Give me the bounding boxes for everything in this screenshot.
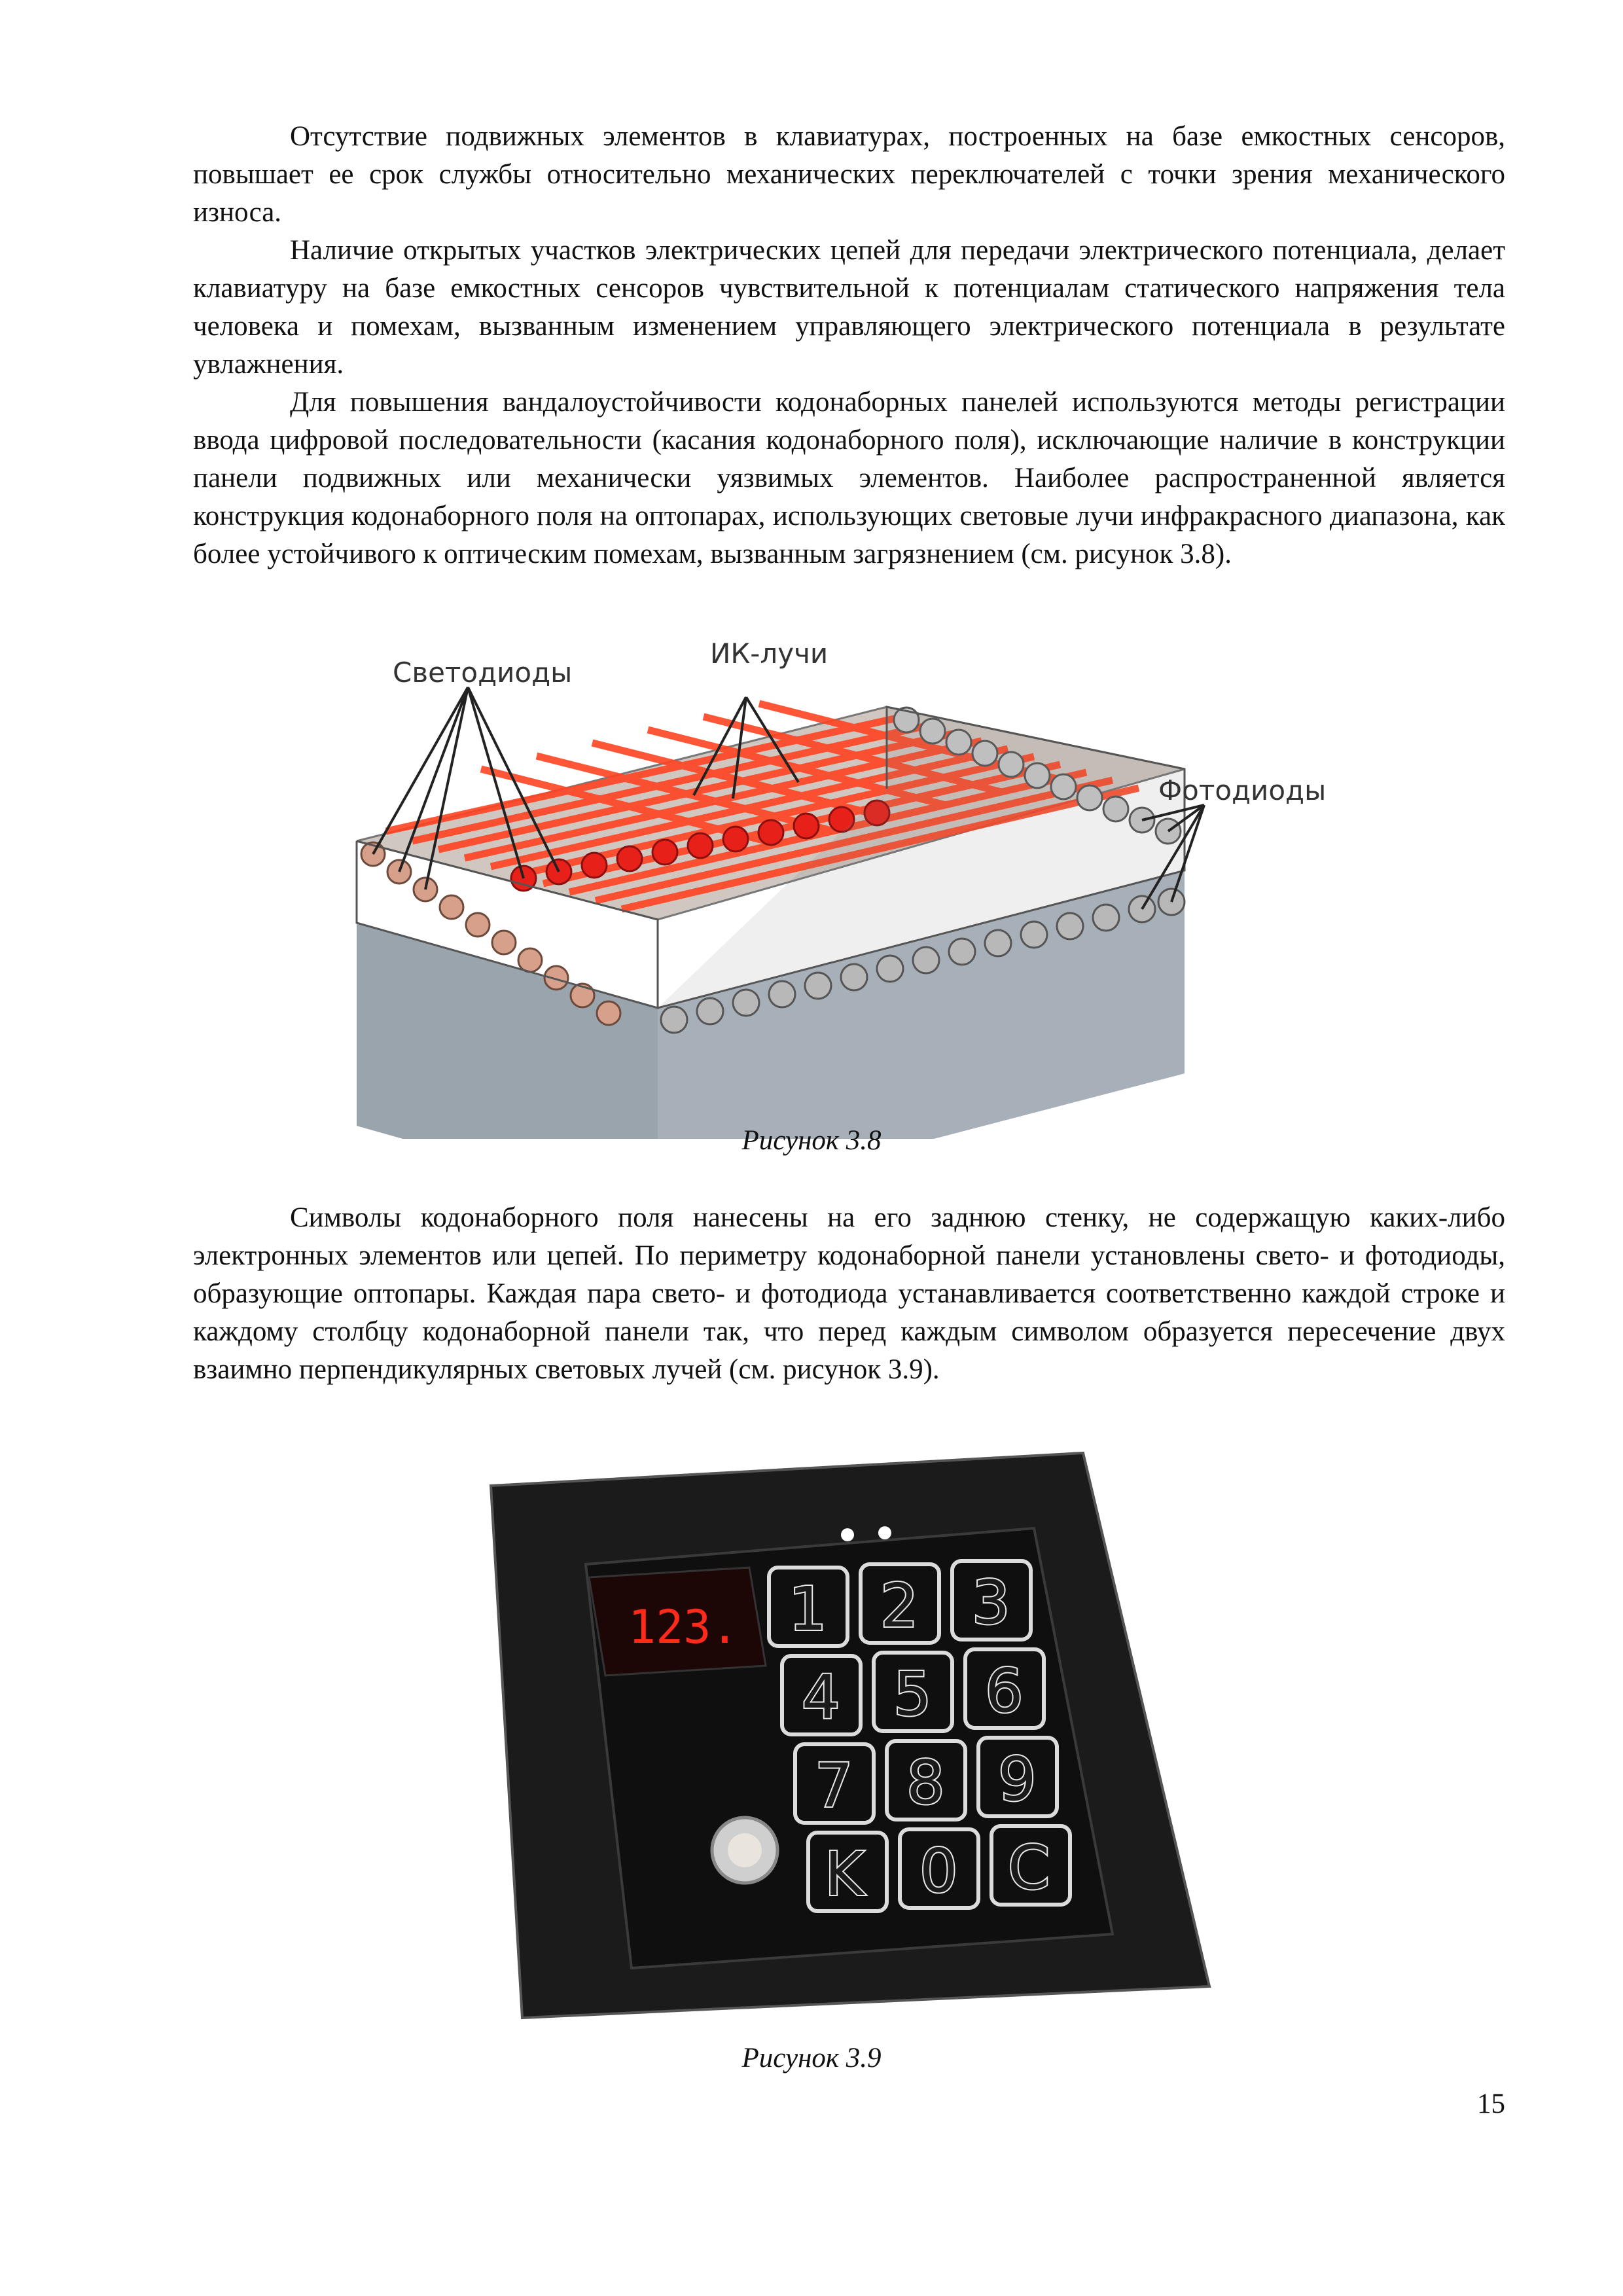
call-button-center: [728, 1833, 762, 1867]
key-label-1: 1: [789, 1574, 827, 1644]
key-label-8: 8: [906, 1748, 945, 1818]
key-label-0: 0: [919, 1836, 958, 1906]
key-label-2: 2: [880, 1571, 919, 1641]
panel-base-front-left: [357, 923, 658, 1139]
figure-ir-grid-diagram: [327, 628, 1348, 1139]
paragraph-2: Наличие открытых участков электрических цепей для передачи электрического потенциала, делает клавиатуру на базе емкостных сенсоров чувствительной к потенциалам статического напряжения тела человека и помехам, вызванным изменением управляющего электрического потенциала в результате увлажнения.: [193, 235, 1505, 380]
key-label-6: 6: [985, 1656, 1024, 1726]
paragraph-3: Для повышения вандалоустойчивости кодонаборных панелей используются методы регистрации ввода цифровой последовательности (касания кодонаборного поля), исключающие наличие в конструкции панели подвижных или механически уязвимых элементов. Наиболее распространенной является конструкция кодонаборного поля на оптопарах, использующих световые лучи инфракрасного диапазона, как более устойчивого к оптическим помехам, вызванным загрязнением (см. рисунок 3.8).: [193, 387, 1505, 569]
key-label-5: 5: [893, 1659, 932, 1729]
key-label-c: C: [1008, 1833, 1050, 1903]
key-label-7: 7: [815, 1751, 853, 1821]
label-ir-beams: ИК-лучи: [710, 637, 829, 670]
label-photodiodes: Фотодиоды: [1158, 774, 1327, 806]
indicator-light-1: [841, 1528, 854, 1541]
figure-3-8-caption: Рисунок 3.8: [741, 1125, 882, 1156]
key-label-3: 3: [972, 1568, 1010, 1638]
display-readout: 123.: [628, 1600, 739, 1654]
key-label-k: K: [825, 1839, 865, 1909]
label-leds: Светодиоды: [393, 656, 573, 689]
figure-keypad-photo: [484, 1450, 1217, 2026]
paragraph-1: Отсутствие подвижных элементов в клавиатурах, построенных на базе емкостных сенсоров, повышает ее срок службы относительно механических переключателей с точки зрения механического износа.: [193, 121, 1505, 228]
figure-3-9-caption: Рисунок 3.9: [741, 2043, 882, 2073]
indicator-light-2: [878, 1526, 891, 1539]
key-label-4: 4: [802, 1662, 840, 1732]
key-label-9: 9: [998, 1744, 1037, 1814]
page-number: 15: [1477, 2089, 1505, 2119]
paragraph-4: Символы кодонаборного поля нанесены на его заднюю стенку, не содержащую каких-либо электронных элементов или цепей. По периметру кодонаборной панели установлены свето- и фотодиоды, образующие оптопары. Каждая пара свето- и фотодиода устанавливается соответственно каждой строке и каждому столбцу кодонаборной панели так, что перед каждым символом образуется пересечение двух взаимно перпендикулярных световых лучей (см. рисунок 3.9).: [193, 1202, 1505, 1385]
